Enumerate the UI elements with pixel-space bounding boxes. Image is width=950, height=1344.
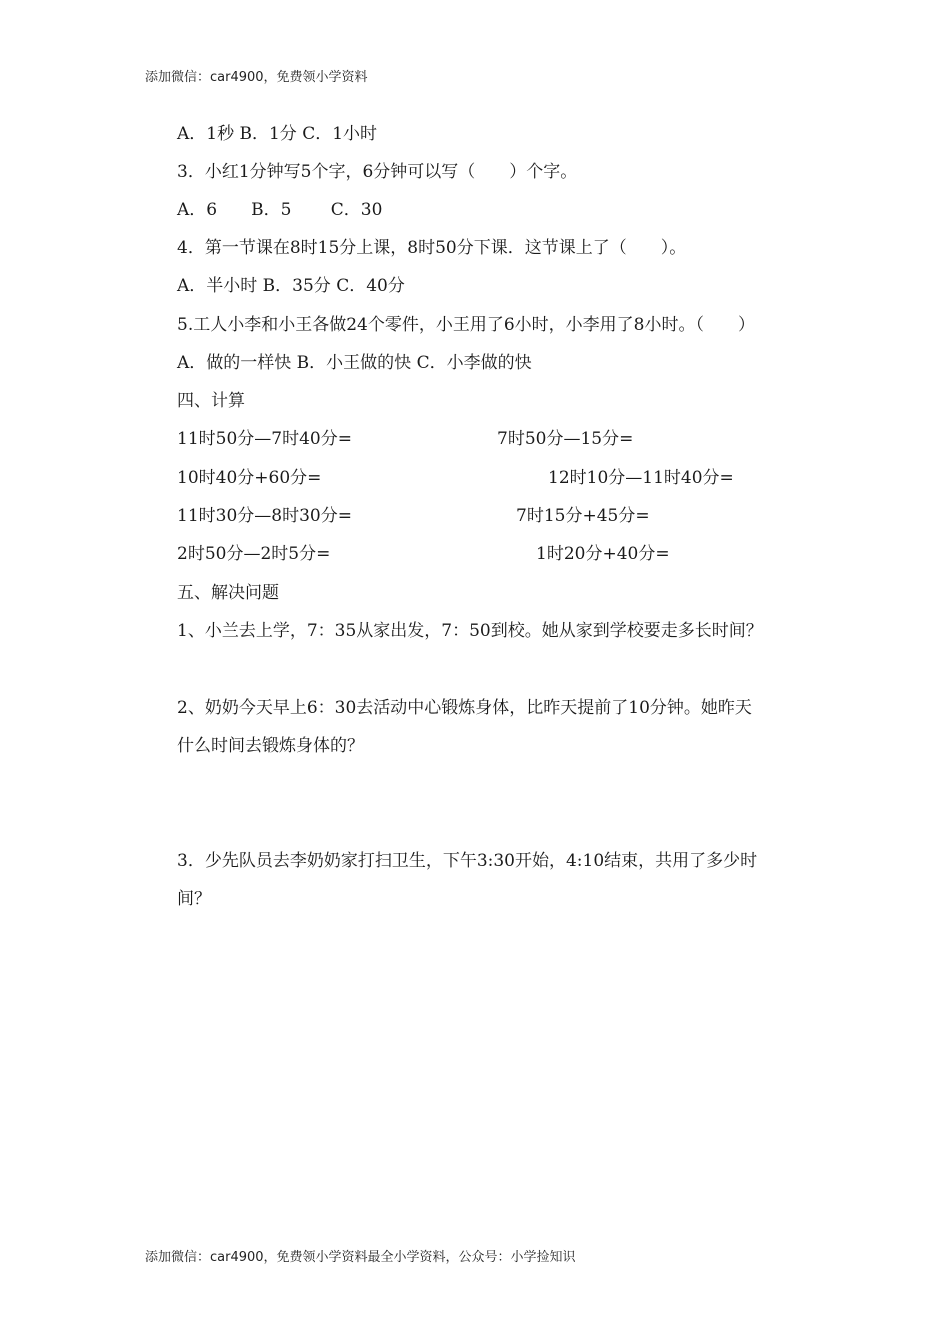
calc-right-4: 1时20分+40分=	[536, 544, 670, 564]
section5-title: 五、解决问题	[177, 583, 279, 603]
header-watermark-note: 添加微信：car4900，免费领小学资料	[145, 70, 368, 85]
calc-right-3: 7时15分+45分=	[516, 506, 650, 526]
calc-right-2: 12时10分—11时40分=	[548, 468, 734, 488]
problem-2-line-1: 2、奶奶今天早上6：30去活动中心锻炼身体，比昨天提前了10分钟。她昨天	[177, 698, 752, 718]
calc-left-4: 2时50分—2时5分=	[177, 544, 331, 564]
q5-text: 5.工人小李和小王各做24个零件，小王用了6小时，小李用了8小时。（ ）	[177, 315, 755, 335]
calc-right-1: 7时50分—15分=	[497, 429, 634, 449]
footer-watermark-note: 添加微信：car4900，免费领小学资料最全小学资料，公众号：小学捡知识	[145, 1250, 576, 1265]
problem-1: 1、小兰去上学，7：35从家出发，7：50到校。她从家到学校要走多长时间？	[177, 621, 763, 641]
q2-options: A．1秒 B．1分 C．1小时	[177, 124, 378, 144]
q4-text: 4．第一节课在8时15分上课，8时50分下课．这节课上了（ ）。	[177, 238, 687, 258]
q4-options: A．半小时 B．35分 C．40分	[177, 276, 405, 296]
problem-3-line-2: 间？	[177, 889, 211, 909]
problem-3-line-1: 3．少先队员去李奶奶家打扫卫生，下午3:30开始，4:10结束，共用了多少时	[177, 851, 758, 871]
q3-options: A．6 B．5 C．30	[177, 200, 383, 220]
section4-title: 四、计算	[177, 391, 245, 411]
calc-left-3: 11时30分—8时30分=	[177, 506, 352, 526]
calc-left-1: 11时50分—7时40分=	[177, 429, 352, 449]
q5-options: A．做的一样快 B．小王做的快 C．小李做的快	[177, 353, 532, 373]
calc-left-2: 10时40分+60分=	[177, 468, 322, 488]
q3-text: 3．小红1分钟写5个字，6分钟可以写（ ）个字。	[177, 162, 578, 182]
problem-2-line-2: 什么时间去锻炼身体的？	[177, 736, 364, 756]
